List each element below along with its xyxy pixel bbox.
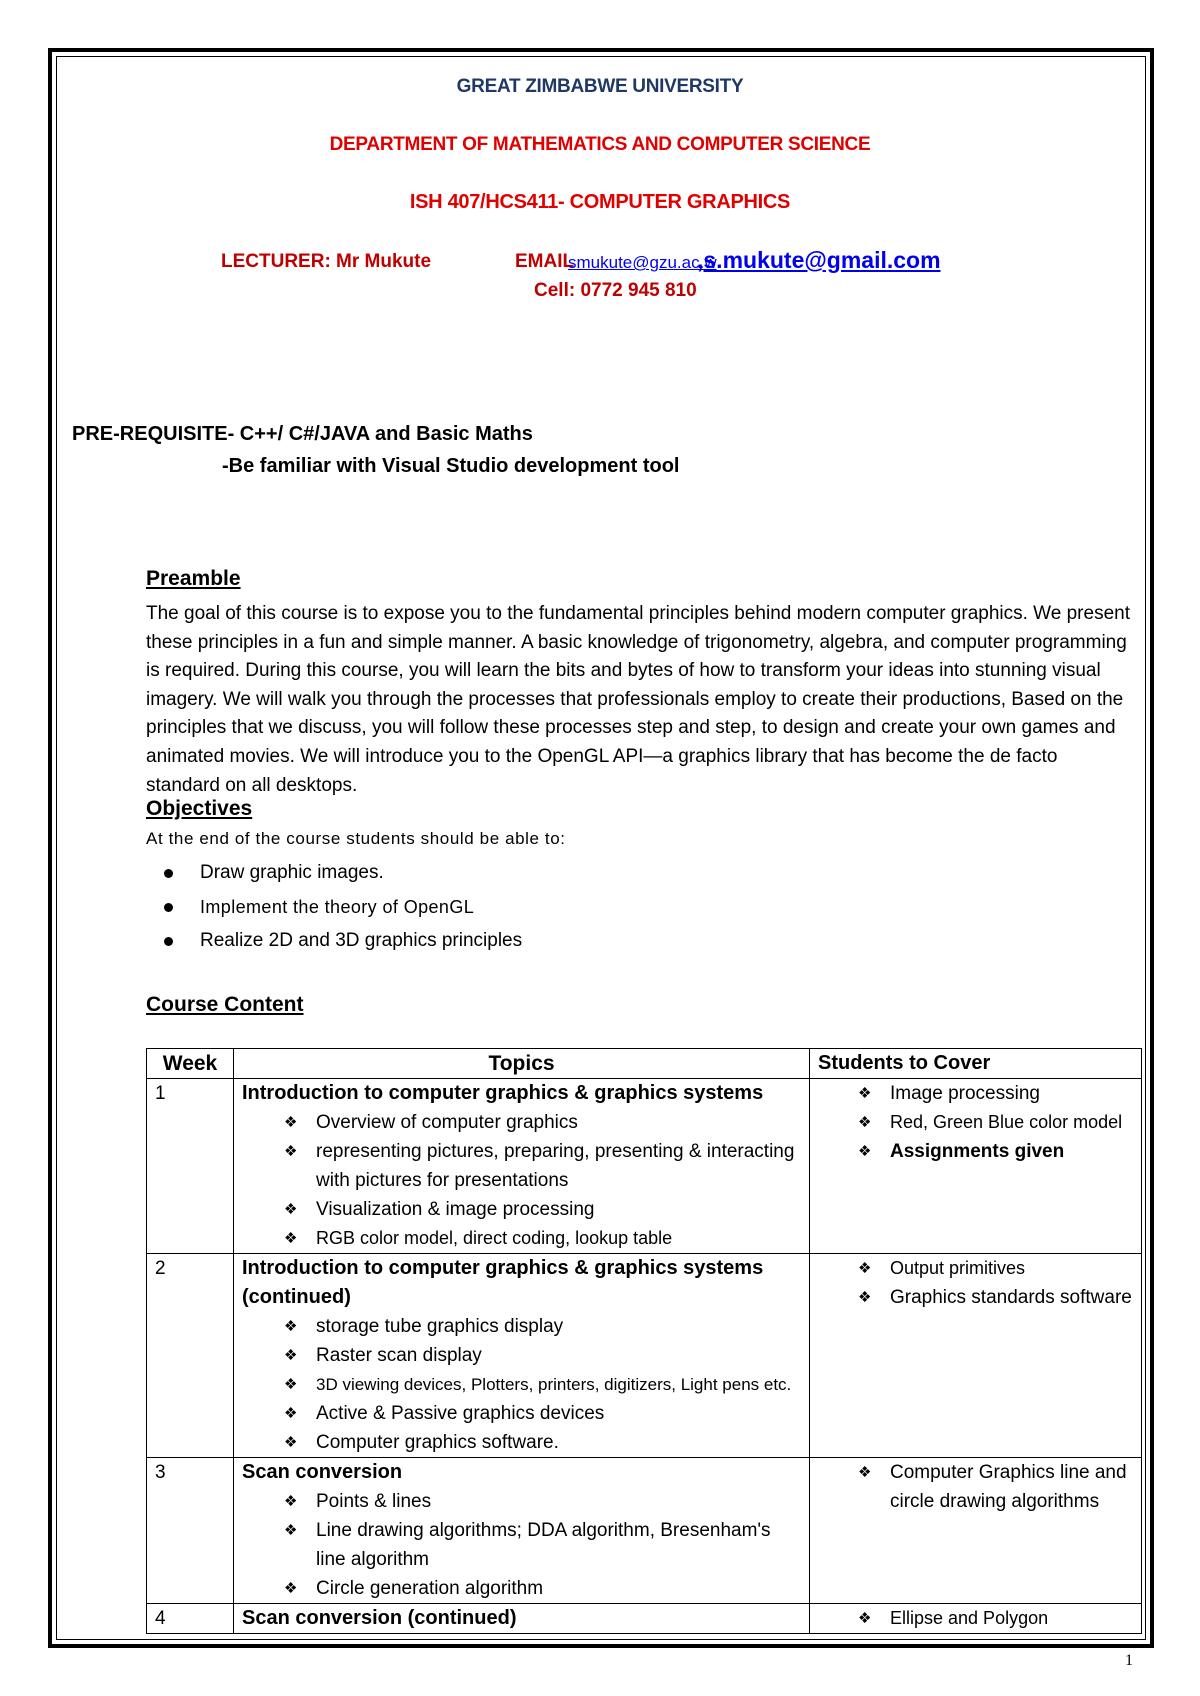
diamond-bullet-icon: ❖ [284,1114,298,1131]
column-header-students-to-cover: Students to Cover [810,1049,1142,1079]
week-cell: 1 [147,1079,234,1254]
students-cover-cell [810,1458,1142,1604]
list-item: ❖ Ellipse and Polygon [858,1604,1133,1633]
diamond-bullet-icon: ❖ [284,1143,298,1160]
diamond-bullet-icon: ❖ [858,1289,872,1306]
diamond-bullet-icon: ❖ [284,1201,298,1218]
diamond-bullet-icon: ❖ [858,1114,872,1131]
email-label: EMAIL [515,251,575,272]
cover-list [818,1254,1133,1312]
course-content-table [146,1048,1142,1634]
objectives-intro: At the end of the course students should be able to: [146,829,566,848]
week-cell: 3 [147,1458,234,1604]
diamond-bullet-icon: ❖ [284,1318,298,1335]
bullet-icon [164,903,173,912]
list-item: ❖ Output primitives [858,1254,1133,1283]
list-item: ❖ Assignments given [858,1137,1133,1166]
list-item: ❖ Computer graphics software. [284,1428,801,1457]
list-item: ❖ Visualization & image processing [284,1195,801,1224]
list-item: ❖ Image processing [858,1079,1133,1108]
list-item: ❖ Graphics standards software [858,1283,1133,1312]
topic-heading: Introduction to computer graphics & graphics systems (continued) [242,1257,764,1308]
diamond-bullet-icon: ❖ [284,1405,298,1422]
email-link-university[interactable]: smukute@gzu.ac.w [568,253,717,272]
list-item: ❖ Computer Graphics line and circle drawing algorithms [858,1458,1133,1516]
cover-list [818,1079,1133,1166]
topics-cell [234,1458,810,1604]
table-header-row [147,1049,1142,1079]
diamond-bullet-icon: ❖ [858,1260,872,1277]
objective-item: Realize 2D and 3D graphics principles [146,924,522,958]
preamble-heading: Preamble [146,567,241,590]
table-row [147,1458,1142,1604]
topic-list [242,1312,801,1457]
university-title: GREAT ZIMBABWE UNIVERSITY [456,76,744,97]
list-item: ❖ Raster scan display [284,1341,801,1370]
prerequisite-line-1: PRE-REQUISITE- C++/ C#/JAVA and Basic Maths [72,423,533,445]
department-title: DEPARTMENT OF MATHEMATICS AND COMPUTER SCIENCE [329,134,871,155]
list-item: ❖ Circle generation algorithm [284,1574,801,1603]
students-cover-cell [810,1254,1142,1458]
objective-item: Implement the theory of OpenGL [146,890,522,924]
diamond-bullet-icon: ❖ [284,1493,298,1510]
prerequisite-line-2: -Be familiar with Visual Studio development tool [222,455,680,477]
bullet-icon [164,869,173,878]
bullet-icon [164,937,173,946]
list-item: ❖ 3D viewing devices, Plotters, printers, digitizers, Light pens etc. [284,1370,801,1399]
week-cell: 4 [147,1604,234,1634]
topic-heading: Scan conversion [242,1461,403,1483]
students-cover-cell [810,1604,1142,1634]
topic-list [242,1108,801,1253]
cell-number: Cell: 0772 945 810 [534,280,697,301]
topics-cell [234,1254,810,1458]
table-row [147,1079,1142,1254]
objective-item: Draw graphic images. [146,856,522,890]
diamond-bullet-icon: ❖ [284,1580,298,1597]
objectives-heading: Objectives [146,797,253,820]
cover-list [818,1604,1133,1633]
lecturer-label: LECTURER: Mr Mukute [221,251,432,272]
diamond-bullet-icon: ❖ [284,1376,298,1393]
list-item: ❖ Line drawing algorithms; DDA algorithm, Bresenham's line algorithm [284,1516,801,1574]
objectives-list [146,856,522,958]
list-item: ❖ storage tube graphics display [284,1312,801,1341]
diamond-bullet-icon: ❖ [284,1522,298,1539]
topic-list [242,1487,801,1603]
topic-heading: Scan conversion (continued) [242,1607,517,1629]
column-header-week: Week [147,1049,234,1079]
topic-heading: Introduction to computer graphics & graphics systems [242,1082,764,1104]
list-item: ❖ Active & Passive graphics devices [284,1399,801,1428]
diamond-bullet-icon: ❖ [858,1464,872,1481]
page-number: 1 [1125,1652,1133,1669]
diamond-bullet-icon: ❖ [858,1085,872,1102]
course-content-heading: Course Content [146,993,304,1016]
students-cover-cell [810,1079,1142,1254]
list-item: ❖ Overview of computer graphics [284,1108,801,1137]
column-header-topics: Topics [234,1049,810,1079]
preamble-text: The goal of this course is to expose you to the fundamental principles behind modern computer graphics. We present these principles in a fun and simple manner. A basic knowledge of trigonometry, algebra, and computer programming is required. During this course, you will learn the bits and bytes of how to transform your ideas into stunning visual imagery. We will walk you through the processes that professionals employ to create their productions, Based on the principles that we discuss, you will follow these processes step and step, to design and create your own games and animated movies. We will introduce you to the OpenGL API—a graphics library that has become the de facto standard on all desktops. [146,603,1130,796]
list-item: ❖ Points & lines [284,1487,801,1516]
diamond-bullet-icon: ❖ [858,1610,872,1627]
email-link-gmail[interactable]: ,s.mukute@gmail.com [697,247,941,273]
diamond-bullet-icon: ❖ [858,1143,872,1160]
cover-list [818,1458,1133,1516]
week-cell: 2 [147,1254,234,1458]
topics-cell [234,1079,810,1254]
list-item: ❖ representing pictures, preparing, presenting & interacting with pictures for presentations [284,1137,801,1195]
table-row [147,1254,1142,1458]
diamond-bullet-icon: ❖ [284,1434,298,1451]
list-item: ❖ RGB color model, direct coding, lookup table [284,1224,801,1253]
list-item: ❖ Red, Green Blue color model [858,1108,1133,1137]
diamond-bullet-icon: ❖ [284,1347,298,1364]
course-title: ISH 407/HCS411- COMPUTER GRAPHICS [409,191,791,213]
topics-cell [234,1604,810,1634]
table-row [147,1604,1142,1634]
diamond-bullet-icon: ❖ [284,1230,298,1247]
